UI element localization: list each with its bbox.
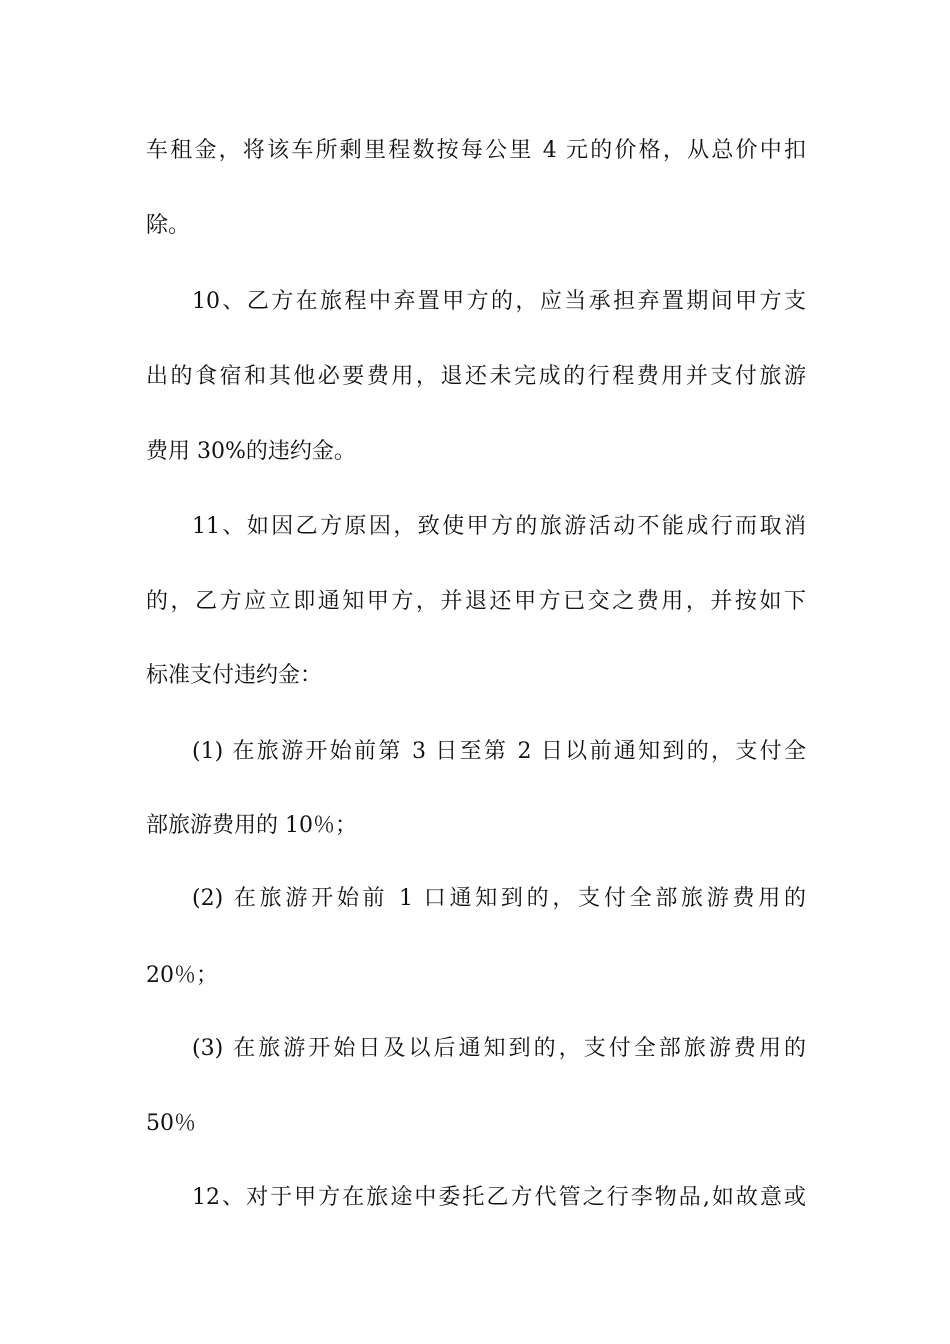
text-line: 车租金，将该车所剩里程数按每公里 4 元的价格，从总价中扣 xyxy=(146,138,806,163)
text-line: 部旅游费用的 10％； xyxy=(146,813,357,838)
text-line: (2) 在旅游开始前 1 口通知到的，支付全部旅游费用的 xyxy=(192,886,806,911)
text-line: 10、乙方在旅程中弃置甲方的，应当承担弃置期间甲方支 xyxy=(192,289,806,314)
text-line: (1) 在旅游开始前第 3 日至第 2 日以前通知到的，支付全 xyxy=(192,739,806,764)
text-line: 11、如因乙方原因，致使甲方的旅游活动不能成行而取消 xyxy=(192,514,806,539)
text-line: 费用 30%的违约金。 xyxy=(146,439,356,464)
text-line: 除。 xyxy=(146,213,191,238)
text-line: 出的食宿和其他必要费用，退还未完成的行程费用并支付旅游 xyxy=(146,364,806,389)
text-line: (3) 在旅游开始日及以后通知到的，支付全部旅游费用的 xyxy=(192,1036,806,1061)
text-line: 20％； xyxy=(146,963,218,988)
text-line: 50％ xyxy=(146,1111,196,1136)
text-line: 12、对于甲方在旅途中委托乙方代管之行李物品,如故意或 xyxy=(192,1185,806,1210)
text-line: 的，乙方应立即通知甲方，并退还甲方已交之费用，并按如下 xyxy=(146,589,806,614)
text-line: 标准支付违约金： xyxy=(146,663,323,688)
